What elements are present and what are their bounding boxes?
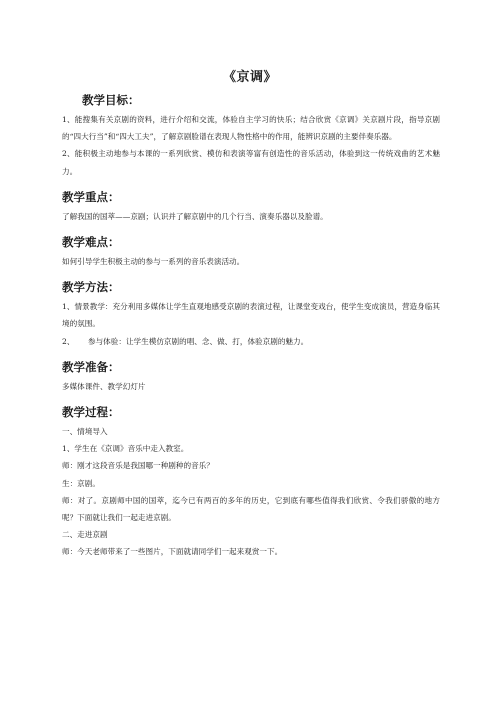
section-heading-key: 教学重点： xyxy=(62,189,120,204)
method-item-text: 参与体验：让学生模仿京剧的唱、念、做、打，体验京剧的魅力。 xyxy=(88,336,309,346)
method-paragraph-1: 1、情景教学：充分利用多媒体让学生直观地感受京剧的表演过程，让课堂变戏台，使学生变成演员，营造身临其境的氛围。 xyxy=(62,302,440,329)
document-title: 《京调》 xyxy=(222,70,277,85)
process-paragraph-5: 师：对了。京剧师中国的国萃，迄今已有两百的多年的历史，它到底有哪些值得我们欣赏、令我们骄傲的地方呢？下面就让我们一起走进京剧。 xyxy=(62,495,440,523)
section-heading-method: 教学方法： xyxy=(62,280,120,295)
goals-paragraph-2: 2、能积极主动地参与本课的一系列欣赏、模仿和表演等富有创造性的音乐活动，体验到这一传统戏曲的艺术魅力。 xyxy=(62,149,440,176)
process-paragraph-6: 二、走进京剧 xyxy=(62,530,108,540)
method-paragraph-2 xyxy=(62,333,440,350)
section-heading-prep: 教学准备： xyxy=(62,359,120,374)
process-paragraph-3: 师：刚才这段音乐是我国哪一种剧种的音乐？ xyxy=(62,461,214,471)
document-body xyxy=(62,92,440,561)
process-paragraph-2: 1、学生在《京调》音乐中走入教室。 xyxy=(62,444,189,454)
process-paragraph-4: 生：京剧。 xyxy=(62,478,100,488)
goals-paragraph-1: 1、能搜集有关京剧的资料，进行介绍和交流，体验自主学习的快乐；结合欣赏《京调》关京剧片段，指导京剧的“四大行当”和“四大工夫”，了解京剧脸谱在表现人物性格中的作用，能辨识京剧的主要伴奏乐器。 xyxy=(62,115,440,142)
key-paragraph-1: 了解我国的国萃——京剧；认识并了解京剧中的几个行当、演奏乐器以及脸谱。 xyxy=(62,211,328,221)
process-paragraph-7: 师：今天老师带来了一些图片，下面就请同学们一起来观赏一下。 xyxy=(62,547,283,557)
difficulty-paragraph-1: 如何引导学生积极主动的参与一系列的音乐表演活动。 xyxy=(62,257,245,267)
process-paragraph-1: 一、情境导入 xyxy=(62,427,108,437)
section-heading-difficulty: 教学难点： xyxy=(62,235,120,250)
section-heading-goals: 教学目标： xyxy=(82,93,140,107)
method-item-number: 2、 xyxy=(62,336,75,346)
prep-paragraph-1: 多媒体课件、教学幻灯片 xyxy=(62,381,146,391)
section-heading-process: 教学过程： xyxy=(62,405,120,420)
